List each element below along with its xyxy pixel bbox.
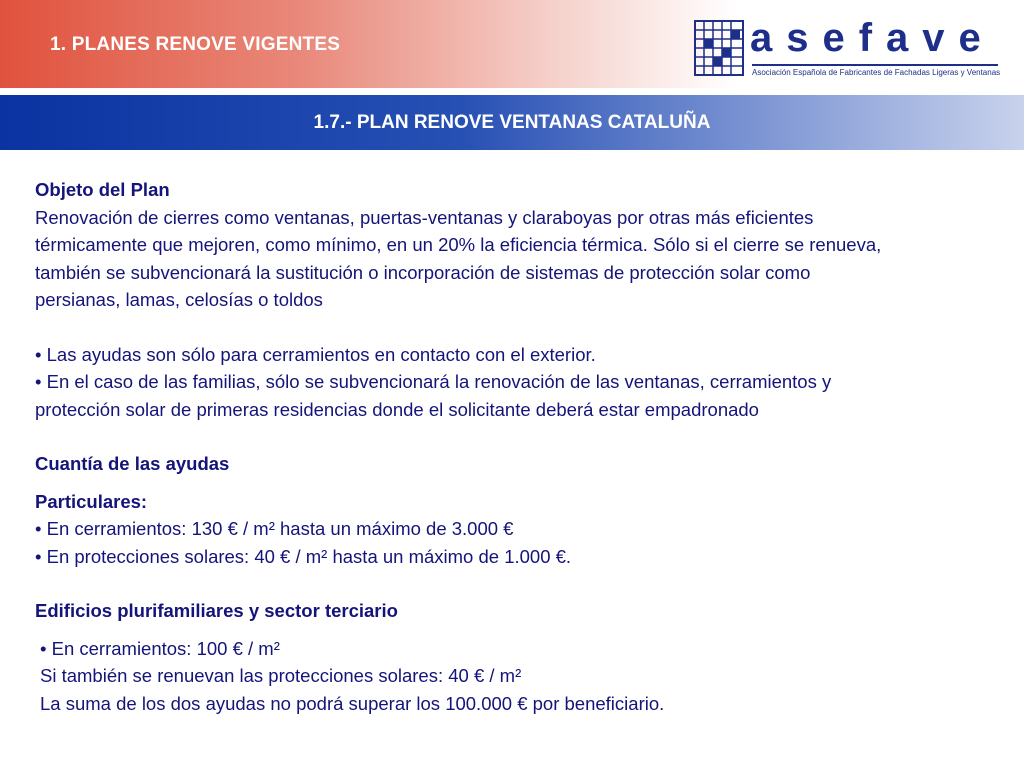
objeto-line: persianas, lamas, celosías o toldos <box>35 289 323 310</box>
objeto-line: Renovación de cierres como ventanas, puertas-ventanas y claraboyas por otras más eficientes <box>35 206 814 228</box>
logo-subtitle: Asociación Española de Fabricantes de Fachadas Ligeras y Ventanas <box>752 68 1001 77</box>
edificios-line: La suma de los dos ayudas no podrá superar los 100.000 € por beneficiario. <box>40 692 665 714</box>
slide-title: 1.7.- PLAN RENOVE VENTANAS CATALUÑA <box>313 112 711 133</box>
particulares-line: • En cerramientos: 130 € / m² hasta un máximo de 3.000 € <box>35 518 514 539</box>
bullet-line: • En el caso de las familias, sólo se subvencionará la renovación de las ventanas, cerramientos y <box>35 371 832 392</box>
objeto-line: térmicamente que mejoren, como mínimo, en un 20% la eficiencia térmica. Sólo si el cierre se renueva, <box>35 234 882 255</box>
particulares-line: • En protecciones solares: 40 € / m² hasta un máximo de 1.000 €. <box>35 545 572 567</box>
asefave-logo <box>694 16 1006 80</box>
objeto-heading: Objeto del Plan <box>35 179 170 200</box>
edificios-heading: Edificios plurifamiliares y sector terciario <box>35 600 398 621</box>
edificios-line: Si también se renuevan las protecciones solares: 40 € / m² <box>40 665 522 686</box>
bullet-line: • Las ayudas son sólo para cerramientos en contacto con el exterior. <box>35 343 596 365</box>
section-heading: 1. PLANES RENOVE VIGENTES <box>50 34 341 55</box>
particulares-heading: Particulares: <box>35 490 148 512</box>
logo-grid-icon <box>694 20 744 76</box>
cuantia-heading: Cuantía de las ayudas <box>35 453 230 474</box>
edificios-line: • En cerramientos: 100 € / m² <box>40 637 280 659</box>
logo-wordmark: asefave <box>750 16 995 60</box>
objeto-line: también se subvencionará la sustitución o incorporación de sistemas de protección solar como <box>35 261 811 283</box>
slide-content <box>35 176 995 717</box>
bullet-line: protección solar de primeras residencias donde el solicitante deberá estar empadronado <box>35 398 759 420</box>
logo-divider <box>752 64 998 66</box>
